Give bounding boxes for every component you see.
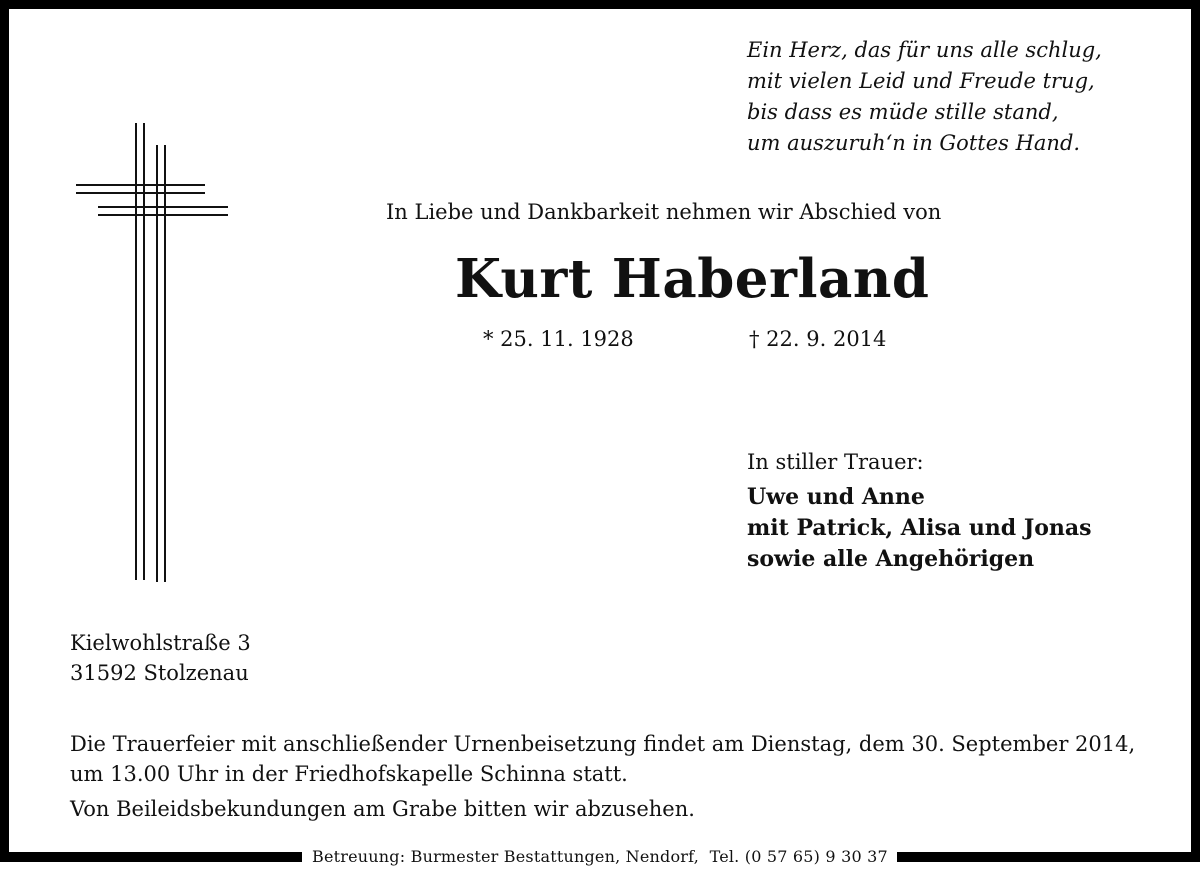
condolence-request: Von Beileidsbekundungen am Grabe bitten wir abzusehen. xyxy=(70,797,695,821)
bottom-rule-right xyxy=(897,852,1200,862)
mourning-label: In stiller Trauer: xyxy=(747,450,924,474)
poem-line: um auszuruh‘n in Gottes Hand. xyxy=(747,131,1081,155)
intro-text: In Liebe und Dankbarkeit nehmen wir Abschied von xyxy=(386,200,942,224)
address-block xyxy=(70,628,251,688)
address-city: 31592 Stolzenau xyxy=(70,661,249,685)
bottom-rule-left xyxy=(0,852,302,862)
birth-date: * 25. 11. 1928 xyxy=(483,327,634,351)
footer-credit: Betreuung: Burmester Bestattungen, Nendorf, Tel. (0 57 65) 9 30 37 xyxy=(312,847,888,866)
poem xyxy=(747,35,1102,159)
poem-line: bis dass es müde stille stand, xyxy=(747,100,1059,124)
mourner-line: mit Patrick, Alisa und Jonas xyxy=(747,515,1092,541)
poem-line: Ein Herz, das für uns alle schlug, xyxy=(747,38,1102,62)
address-street: Kielwohlstraße 3 xyxy=(70,631,251,655)
mourners-list xyxy=(747,482,1092,575)
cross-icon xyxy=(60,115,240,589)
mourner-line: sowie alle Angehörigen xyxy=(747,546,1035,572)
mourner-line: Uwe und Anne xyxy=(747,484,925,510)
deceased-name: Kurt Haberland xyxy=(455,248,930,310)
ceremony-text: Die Trauerfeier mit anschließender Urnenbeisetzung findet am Dienstag, dem 30. September 2014, um 13.00 Uhr in der Friedhofskapelle Schinna statt. xyxy=(70,732,1136,786)
poem-line: mit vielen Leid und Freude trug, xyxy=(747,69,1095,93)
death-date: † 22. 9. 2014 xyxy=(749,327,887,351)
